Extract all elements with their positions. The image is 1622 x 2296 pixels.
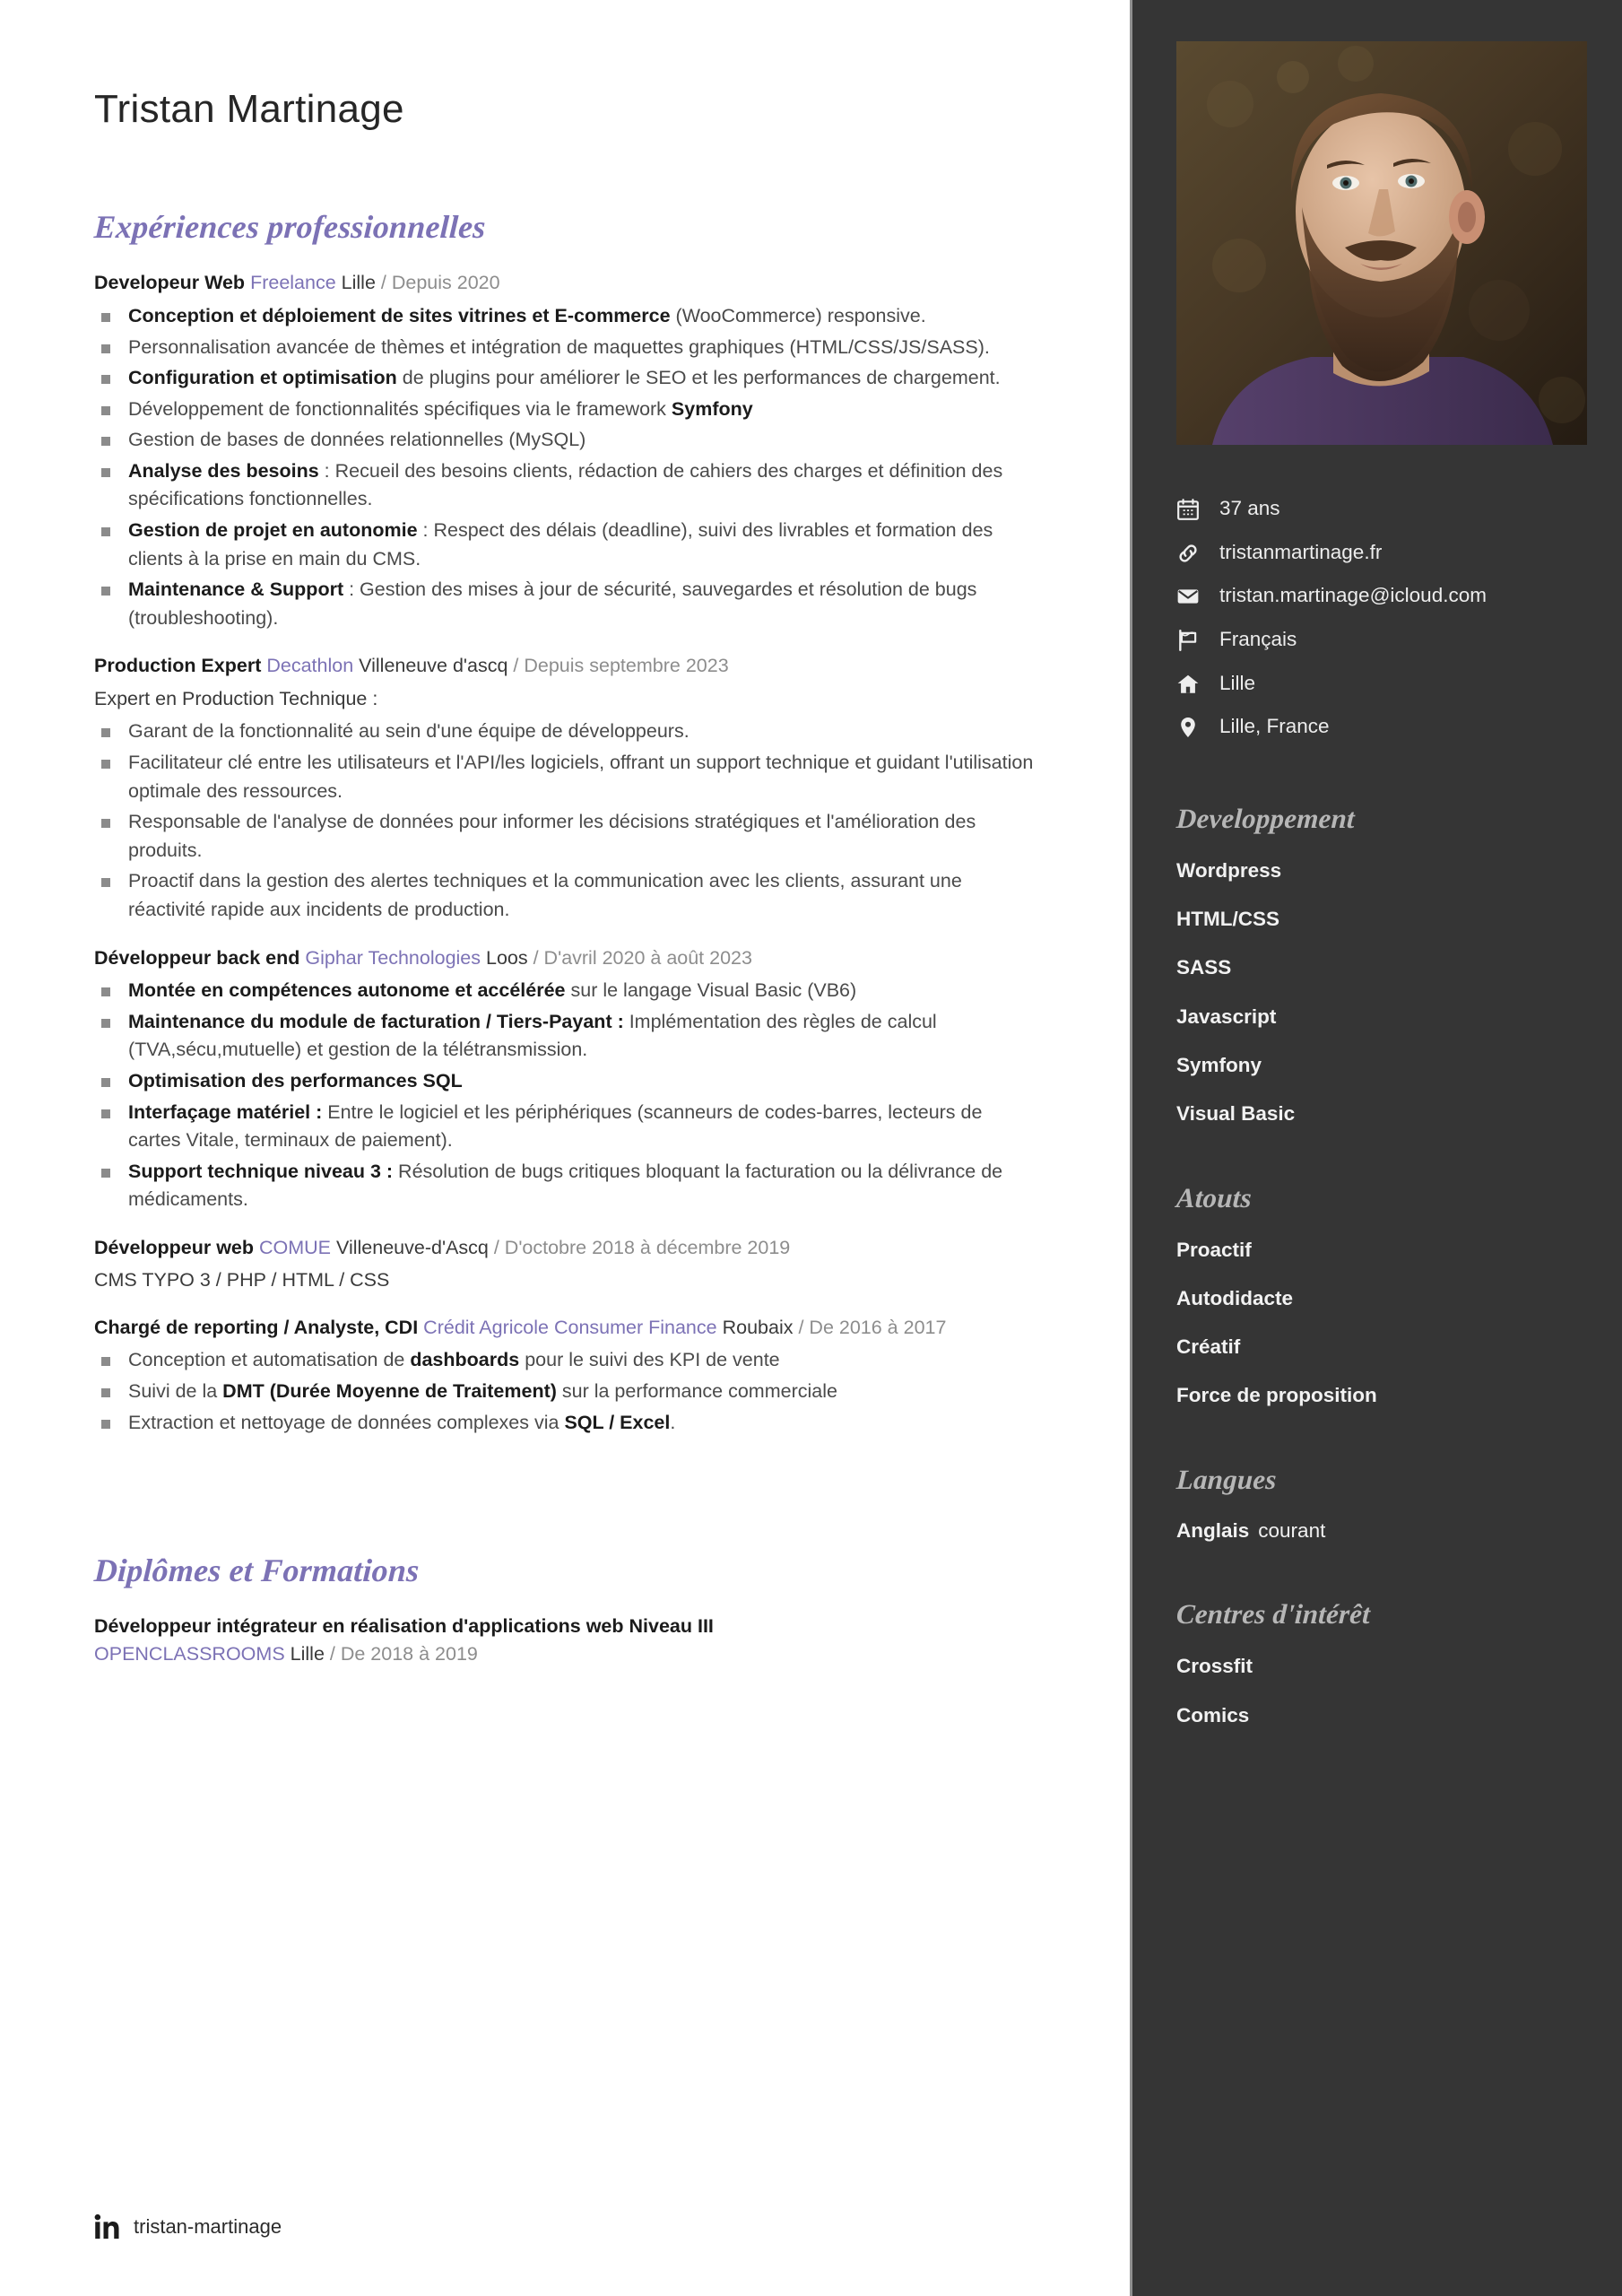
contact-row[interactable]	[1176, 539, 1575, 566]
bullet-square-icon	[101, 313, 110, 322]
contact-text: tristanmartinage.fr	[1219, 540, 1383, 563]
bullet-square-icon	[101, 1019, 110, 1028]
experience-header	[94, 1314, 1036, 1342]
contact-text: tristan.martinage@icloud.com	[1219, 584, 1487, 607]
home-icon	[1176, 673, 1200, 696]
language-name: Anglais	[1176, 1519, 1250, 1543]
bullet-emphasis: SQL / Excel	[564, 1411, 671, 1433]
experience-entry	[94, 269, 1036, 632]
bullet-square-icon	[101, 468, 110, 477]
sidebar-section-item: Wordpress	[1176, 859, 1282, 883]
list-item: Suivi de la DMT (Durée Moyenne de Traitement) sur la performance commerciale	[94, 1378, 1036, 1406]
contact-text: Lille, France	[1219, 715, 1330, 738]
bullet-emphasis: DMT (Durée Moyenne de Traitement)	[222, 1380, 557, 1403]
bullet-lead: Montée en compétences autonome et accélérée	[128, 979, 566, 1002]
bullet-lead: Maintenance du module de facturation / Tiers-Payant :	[128, 1010, 624, 1032]
education-entry	[94, 1613, 1036, 1667]
list-item: Extraction et nettoyage de données complexes via SQL / Excel.	[94, 1409, 1036, 1438]
experience-header	[94, 652, 1036, 680]
experience-place: Loos	[486, 946, 528, 969]
experience-company: Freelance	[250, 272, 336, 294]
experience-bullets	[94, 302, 1036, 633]
bullet-lead: Analyse des besoins	[128, 459, 319, 482]
calendar-icon	[1176, 498, 1200, 521]
contact-row[interactable]	[1176, 495, 1575, 522]
list-item: Responsable de l'analyse de données pour informer les décisions stratégiques et l'amélioration des produits.	[94, 808, 1036, 865]
bullet-square-icon	[101, 375, 110, 384]
link-icon	[1176, 542, 1200, 565]
bullet-square-icon	[101, 878, 110, 887]
bullet-square-icon	[101, 527, 110, 536]
experience-entry	[94, 1234, 1036, 1294]
sidebar-section-item: Visual Basic	[1176, 1101, 1296, 1125]
map-pin-icon	[1176, 716, 1200, 739]
envelope-icon	[1176, 585, 1200, 608]
footer-linkedin[interactable]	[94, 2213, 282, 2240]
bullet-square-icon	[101, 406, 110, 415]
list-item: Support technique niveau 3 : Résolution de bugs critiques bloquant la facturation ou la délivrance de médicaments.	[94, 1158, 1036, 1214]
experience-dates: / Depuis 2020	[380, 272, 500, 294]
linkedin-handle: tristan-martinage	[134, 2215, 282, 2238]
sidebar	[1130, 0, 1622, 2296]
sidebar-section-item: Créatif	[1176, 1335, 1241, 1359]
list-item: Garant de la fonctionnalité au sein d'une équipe de développeurs.	[94, 718, 1036, 746]
bullet-square-icon	[101, 437, 110, 446]
flag-icon	[1176, 629, 1200, 652]
contact-row[interactable]	[1176, 670, 1575, 697]
bullet-square-icon	[101, 1388, 110, 1397]
education-subline	[94, 1640, 1036, 1668]
experience-title: Chargé de reporting / Analyste, CDI	[94, 1316, 419, 1338]
sidebar-section-heading: Developpement	[1175, 803, 1356, 835]
bullet-square-icon	[101, 1078, 110, 1087]
experience-entry	[94, 1314, 1036, 1437]
list-item: Maintenance du module de facturation / Tiers-Payant : Implémentation des règles de calcul (TVA,sécu,mutuelle) et gestion de la télétransmission.	[94, 1008, 1036, 1065]
sidebar-sections	[1176, 803, 1575, 1728]
experience-place: Villeneuve-d'Ascq	[336, 1236, 489, 1258]
education-dates: / De 2018 à 2019	[329, 1642, 478, 1665]
language-level: courant	[1258, 1519, 1326, 1543]
experience-dates: / D'avril 2020 à août 2023	[533, 946, 752, 969]
sidebar-section-item: Force de proposition	[1176, 1384, 1377, 1407]
bullet-square-icon	[101, 1109, 110, 1118]
experience-title: Developeur Web	[94, 272, 246, 294]
sidebar-section-item: SASS	[1176, 956, 1232, 979]
list-item: Conception et automatisation de dashboards pour le suivi des KPI de vente	[94, 1346, 1036, 1375]
experience-title: Développeur web	[94, 1236, 255, 1258]
contact-list	[1176, 495, 1575, 740]
experience-company: Crédit Agricole Consumer Finance	[423, 1316, 717, 1338]
language-item	[1176, 1519, 1575, 1543]
linkedin-icon	[94, 2213, 121, 2240]
education-list	[94, 1613, 1036, 1667]
avatar	[1176, 41, 1587, 445]
list-item: Proactif dans la gestion des alertes techniques et la communication avec les clients, assurant une réactivité rapide aux incidents de production.	[94, 867, 1036, 924]
experience-header	[94, 1234, 1036, 1262]
section-heading-experience: Expériences professionnelles	[92, 209, 487, 246]
contact-text: Français	[1219, 628, 1297, 651]
bullet-square-icon	[101, 1357, 110, 1366]
list-item: Maintenance & Support : Gestion des mises à jour de sécurité, sauvegardes et résolution de bugs (troubleshooting).	[94, 576, 1036, 632]
interest-item: Crossfit	[1176, 1655, 1253, 1678]
contact-row[interactable]	[1176, 582, 1575, 609]
experience-company: Giphar Technologies	[305, 946, 481, 969]
bullet-lead: Support technique niveau 3 :	[128, 1160, 394, 1182]
experience-entry	[94, 652, 1036, 924]
bullet-lead: Conception et déploiement de sites vitrines et E-commerce	[128, 304, 671, 326]
bullet-square-icon	[101, 587, 110, 596]
list-item: Interfaçage matériel : Entre le logiciel et les périphériques (scanneurs de codes-barres, lecteurs de cartes Vitale, terminaux de paiement).	[94, 1099, 1036, 1155]
bullet-square-icon	[101, 819, 110, 828]
list-item: Facilitateur clé entre les utilisateurs et l'API/les logiciels, offrant un support technique et guidant l'utilisation optimale des ressources.	[94, 749, 1036, 805]
bullet-lead: Interfaçage matériel :	[128, 1100, 323, 1123]
bullet-square-icon	[101, 728, 110, 737]
experience-entry	[94, 944, 1036, 1214]
list-item: Gestion de bases de données relationnelles (MySQL)	[94, 426, 1036, 455]
education-title: Développeur intégrateur en réalisation d'applications web Niveau III	[94, 1615, 714, 1638]
list-item	[94, 1067, 1036, 1096]
experience-bullets	[94, 977, 1036, 1214]
experience-header	[94, 944, 1036, 972]
contact-text: Lille	[1219, 671, 1256, 694]
bullet-square-icon	[101, 344, 110, 353]
sidebar-section-item: Symfony	[1176, 1053, 1262, 1076]
sidebar-section-item: Autodidacte	[1176, 1287, 1294, 1309]
list-item: Gestion de projet en autonomie : Respect des délais (deadline), suivi des livrables et formation des clients à la prise en main du CMS.	[94, 517, 1036, 573]
list-item: Personnalisation avancée de thèmes et intégration de maquettes graphiques (HTML/CSS/JS/SASS).	[94, 334, 1036, 362]
sidebar-section-heading: Langues	[1175, 1464, 1278, 1496]
bullet-emphasis: dashboards	[410, 1349, 520, 1371]
sidebar-section-item: Proactif	[1176, 1238, 1252, 1261]
bullet-square-icon	[101, 760, 110, 769]
education-school: OPENCLASSROOMS	[94, 1642, 285, 1665]
experience-bullets	[94, 1346, 1036, 1437]
experience-place: Roubaix	[722, 1316, 794, 1338]
experience-header	[94, 269, 1036, 297]
bullet-lead: Optimisation des performances SQL	[128, 1069, 463, 1091]
sidebar-section-heading: Atouts	[1175, 1181, 1253, 1213]
list-item: Analyse des besoins : Recueil des besoins clients, rédaction de cahiers des charges et définition des spécifications fonctionnelles.	[94, 457, 1036, 514]
experience-dates: / Depuis septembre 2023	[513, 655, 729, 677]
bullet-emphasis: Symfony	[671, 397, 753, 420]
list-item: Conception et déploiement de sites vitrines et E-commerce (WooCommerce) responsive.	[94, 302, 1036, 331]
experience-place: Lille	[341, 272, 376, 294]
contact-row[interactable]	[1176, 626, 1575, 653]
experience-company: Decathlon	[266, 655, 354, 677]
experience-title: Production Expert	[94, 655, 262, 677]
sidebar-section-heading: Centres d'intérêt	[1175, 1598, 1372, 1631]
interest-item: Comics	[1176, 1703, 1250, 1726]
list-item: Montée en compétences autonome et accélérée sur le langage Visual Basic (VB6)	[94, 977, 1036, 1005]
experience-bullets	[94, 718, 1036, 924]
education-place: Lille	[290, 1642, 325, 1665]
page-title: Tristan Martinage	[94, 87, 404, 131]
experience-title: Développeur back end	[94, 946, 300, 969]
contact-text: 37 ans	[1219, 497, 1280, 519]
experience-list	[94, 269, 1036, 1437]
bullet-lead: Gestion de projet en autonomie	[128, 519, 418, 542]
section-heading-education: Diplômes et Formations	[92, 1552, 421, 1589]
bullet-lead: Configuration et optimisation	[128, 367, 397, 389]
experience-subline: Expert en Production Technique :	[94, 687, 378, 709]
experience-place: Villeneuve d'ascq	[359, 655, 508, 677]
bullet-lead: Maintenance & Support	[128, 578, 344, 601]
sidebar-section-item: HTML/CSS	[1176, 908, 1279, 931]
bullet-square-icon	[101, 1169, 110, 1178]
list-item: Configuration et optimisation de plugins pour améliorer le SEO et les performances de chargement.	[94, 364, 1036, 393]
list-item: Développement de fonctionnalités spécifiques via le framework Symfony	[94, 396, 1036, 424]
contact-row[interactable]	[1176, 713, 1575, 740]
experience-dates: / De 2016 à 2017	[798, 1316, 947, 1338]
bullet-square-icon	[101, 1420, 110, 1429]
experience-company: COMUE	[259, 1236, 332, 1258]
experience-subline: CMS TYPO 3 / PHP / HTML / CSS	[94, 1269, 390, 1292]
bullet-square-icon	[101, 987, 110, 996]
sidebar-section-item: Javascript	[1176, 1004, 1277, 1028]
experience-dates: / D'octobre 2018 à décembre 2019	[493, 1236, 791, 1258]
